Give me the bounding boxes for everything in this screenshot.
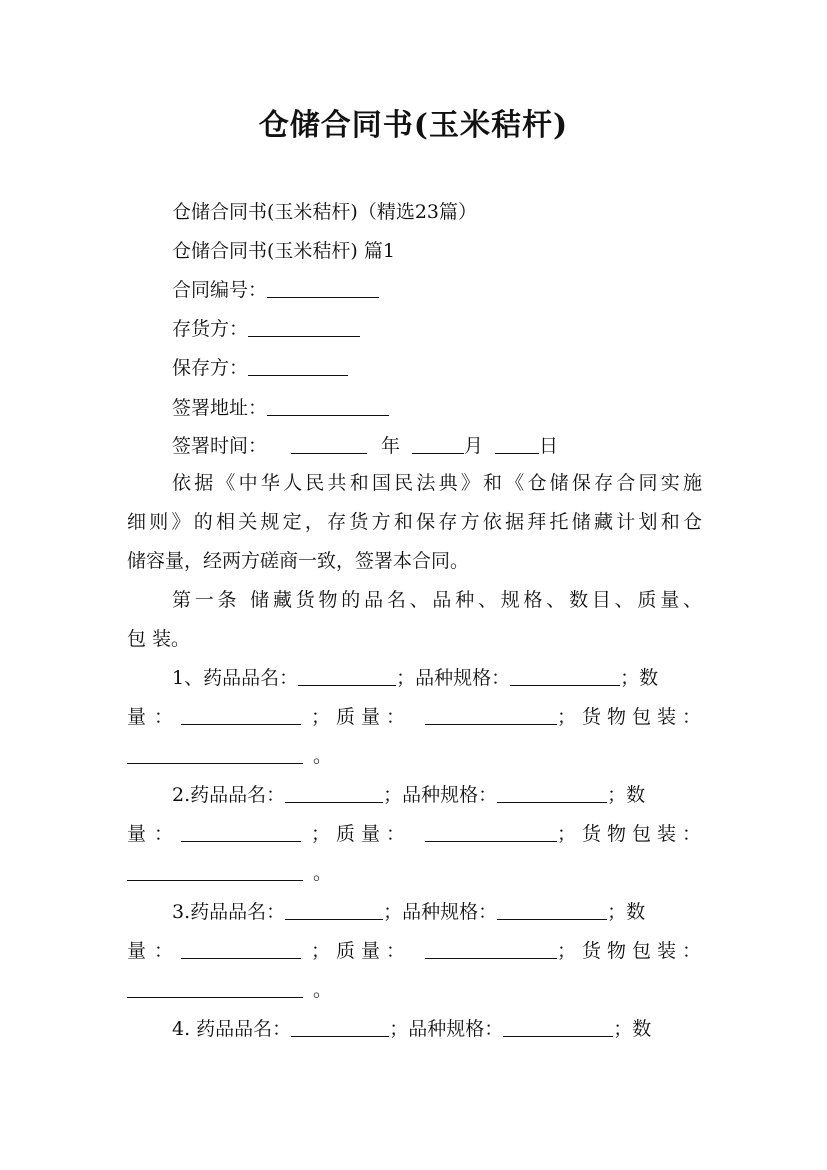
- item-name-blank[interactable]: [298, 667, 396, 686]
- intro-line-3: 储容量，经两方磋商一致，签署本合同。: [127, 550, 470, 572]
- item-1-line-1: [172, 666, 658, 690]
- sign-place-blank[interactable]: [267, 397, 389, 416]
- sign-place-label: 签署地址：: [172, 397, 268, 419]
- intro-line-2: 细则》的相关规定，存货方和保存方依据拜托储藏计划和仓: [127, 511, 702, 533]
- item-qty-label: 量：: [127, 823, 182, 845]
- item-end: 。: [313, 979, 333, 1001]
- item-number: 3.: [172, 901, 191, 923]
- item-quality-blank[interactable]: [425, 940, 557, 959]
- item-qty-blank[interactable]: [181, 940, 301, 959]
- item-3-line-2: [127, 939, 707, 963]
- contract-no-field: [172, 278, 379, 302]
- sign-month-blank[interactable]: [412, 435, 464, 454]
- article1-line-1: 第一条 储藏货物的品名、品种、规格、数目、质量、: [172, 589, 702, 611]
- item-name-label: 药品品名：: [190, 784, 286, 806]
- item-spec-label: ；品种规格：: [396, 667, 511, 689]
- item-spec-blank[interactable]: [510, 667, 620, 686]
- item-spec-blank[interactable]: [503, 1018, 613, 1037]
- item-2-line-2: [127, 822, 707, 846]
- item-spec-label: ；品种规格：: [383, 784, 498, 806]
- item-name-label: 药品品名：: [203, 667, 299, 689]
- item-3-line-3: [127, 978, 332, 1002]
- item-4-line-1: [172, 1017, 651, 1041]
- intro-line-1: 依据《中华人民共和国民法典》和《仓储保存合同实施: [172, 472, 702, 494]
- item-package-label: ；货物包装：: [557, 940, 708, 962]
- item-quality-blank[interactable]: [425, 823, 557, 842]
- year-label: 年: [381, 435, 401, 457]
- depositor-blank[interactable]: [248, 318, 360, 337]
- sign-day-blank[interactable]: [495, 435, 539, 454]
- item-number: 4.: [172, 1018, 197, 1040]
- section-heading: 仓储合同书(玉米秸杆) 篇1: [172, 240, 395, 262]
- item-end: 。: [313, 862, 333, 884]
- depositor-field: [172, 317, 360, 341]
- custodian-blank[interactable]: [248, 357, 348, 376]
- item-quality-blank[interactable]: [425, 706, 557, 725]
- item-quality-label: ；质量：: [311, 823, 412, 845]
- item-qty-tail: ；数: [620, 667, 659, 689]
- contract-no-blank[interactable]: [267, 279, 379, 298]
- article1-line-2: 包 装。: [127, 628, 191, 650]
- item-qty-label: 量：: [127, 940, 182, 962]
- item-name-blank[interactable]: [285, 901, 383, 920]
- contract-no-label: 合同编号：: [172, 279, 268, 301]
- sign-time-label: 签署时间：: [172, 435, 268, 457]
- item-qty-tail: ；数: [613, 1018, 652, 1040]
- item-qty-tail: ；数: [607, 901, 646, 923]
- custodian-field: [172, 356, 348, 380]
- item-number: 1、: [172, 667, 204, 689]
- item-name-label: 药品品名：: [190, 901, 286, 923]
- item-spec-blank[interactable]: [497, 901, 607, 920]
- item-qty-label: 量：: [127, 706, 182, 728]
- item-quality-label: ；质量：: [311, 940, 412, 962]
- custodian-label: 保存方：: [172, 357, 249, 379]
- sign-place-field: [172, 396, 389, 420]
- item-3-line-1: [172, 900, 645, 924]
- sign-time-field: [172, 434, 558, 458]
- item-name-blank[interactable]: [285, 784, 383, 803]
- item-name-blank[interactable]: [291, 1018, 389, 1037]
- item-qty-tail: ；数: [607, 784, 646, 806]
- item-package-blank[interactable]: [127, 745, 303, 764]
- document-title: 仓储合同书(玉米秸杆): [258, 108, 569, 143]
- item-spec-blank[interactable]: [497, 784, 607, 803]
- item-end: 。: [313, 745, 333, 767]
- item-package-blank[interactable]: [127, 862, 303, 881]
- item-spec-label: ；品种规格：: [383, 901, 498, 923]
- day-label: 日: [539, 435, 559, 457]
- item-package-blank[interactable]: [127, 979, 303, 998]
- month-label: 月: [464, 435, 484, 457]
- item-package-label: ；货物包装：: [557, 823, 708, 845]
- sign-year-blank[interactable]: [291, 435, 367, 454]
- item-1-line-2: [127, 705, 707, 729]
- item-qty-blank[interactable]: [181, 706, 301, 725]
- item-qty-blank[interactable]: [181, 823, 301, 842]
- depositor-label: 存货方：: [172, 318, 249, 340]
- item-spec-label: ；品种规格：: [389, 1018, 504, 1040]
- item-1-line-3: [127, 744, 332, 768]
- item-2-line-1: [172, 783, 645, 807]
- document-subtitle: 仓储合同书(玉米秸杆)（精选23篇）: [172, 201, 478, 223]
- item-package-label: ；货物包装：: [557, 706, 708, 728]
- item-quality-label: ；质量：: [311, 706, 412, 728]
- item-name-label: 药品品名：: [196, 1018, 292, 1040]
- item-number: 2.: [172, 784, 191, 806]
- item-2-line-3: [127, 861, 332, 885]
